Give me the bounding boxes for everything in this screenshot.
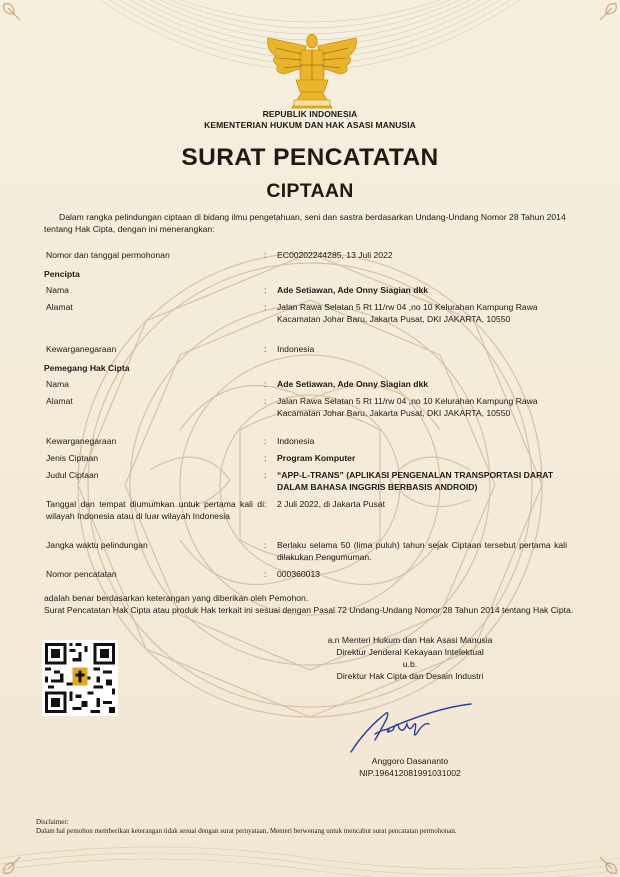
document-title: SURAT PENCATATAN [181, 144, 439, 171]
garuda-emblem-icon [262, 28, 362, 112]
announce-value: 2 Juli 2022, di Jakarta Pusat [277, 499, 385, 509]
document-subtitle: CIPTAAN [266, 180, 354, 202]
record-number-label: Nomor pencatatan [46, 569, 117, 579]
creator-address: Jalan Rawa Selatan 5 Rt 11/rw 04 ,no 10 Kelurahan Kampung Rawa Kacamatan Johar Baru, Jakarta Pusat, DKI JAKARTA, 10550 [277, 302, 538, 324]
disclaimer-text: Dalam hal pemohon memberikan keterangan tidak sesuai dengan surat pernyataan, Menteri berwenang untuk mencabut surat pencatatan permohonan. [36, 827, 457, 835]
work-title-label: Judul Ciptaan [46, 470, 99, 480]
colon: : [264, 540, 267, 550]
footer-legal-note: Surat Pencatatan Hak Cipta atau produk Hak terkait ini sesuai dengan Pasal 72 Undang-Undang Nomor 28 Tahun 2014 tentang Hak Cipta. [44, 605, 574, 615]
signatory-nip: NIP.196412081991031002 [359, 768, 461, 778]
header-ministry: KEMENTERIAN HUKUM DAN HAK ASASI MANUSIA [204, 120, 416, 130]
disclaimer-heading: Disclaimer: [36, 818, 69, 826]
holder-name: Ade Setiawan, Ade Onny Siagian dkk [277, 379, 429, 389]
creator-heading: Pencipta [44, 269, 80, 279]
holder-citizenship: Indonesia [277, 436, 315, 446]
work-title: “APP-L-TRANS” (APLIKASI PENGENALAN TRANSPORTASI DARAT DALAM BAHASA INGGRIS BERBASIS ANDROID) [277, 470, 554, 492]
corner-ornament-bottom-left [0, 849, 28, 877]
application-label: Nomor dan tanggal permohonan [46, 250, 170, 260]
colon: : [264, 453, 267, 463]
signatory-director: Direktur Hak Cipta dan Desain Industri [336, 671, 484, 681]
creator-address-label: Alamat [46, 302, 73, 312]
colon: : [264, 250, 267, 260]
corner-ornament-bottom-right [592, 849, 620, 877]
handwritten-signature [345, 700, 475, 756]
colon: : [264, 569, 267, 579]
holder-name-label: Nama [46, 379, 69, 389]
application-value: EC00202244285, 13 Juli 2022 [277, 250, 393, 260]
header-country: REPUBLIK INDONESIA [262, 109, 358, 119]
creator-name: Ade Setiawan, Ade Onny Siagian dkk [277, 285, 429, 295]
corner-ornament-top-right [592, 0, 620, 28]
announce-label: Tanggal dan tempat diumumkan untuk pertama kali di wilayah Indonesia atau di luar wilayah Indonesia [46, 499, 264, 521]
colon: : [264, 302, 267, 312]
period-value: Berlaku selama 50 (lima puluh) tahun sejak Ciptaan tersebut pertama kali dilakukan Pengumuman. [277, 540, 567, 562]
holder-heading: Pemegang Hak Cipta [44, 363, 130, 373]
intro-paragraph: Dalam rangka pelindungan ciptaan di bidang ilmu pengetahuan, seni dan sastra berdasarkan Undang-Undang Nomor 28 Tahun 2014 tentang Hak Cipta, dengan ini menerangkan: [44, 212, 566, 234]
colon: : [264, 436, 267, 446]
corner-ornament-top-left [0, 0, 28, 28]
colon: : [264, 285, 267, 295]
signatory-name: Anggoro Dasananto [371, 756, 449, 766]
signatory-on-behalf: a.n Menteri Hukum dan Hak Asasi Manusia [327, 635, 493, 645]
work-type: Program Komputer [277, 453, 356, 463]
record-number: 000360013 [277, 569, 321, 579]
period-label: Jangka waktu pelindungan [46, 540, 148, 550]
colon: : [264, 470, 267, 480]
signatory-dg: Direktur Jenderal Kekayaan Intelektual [336, 647, 484, 657]
colon: : [264, 344, 267, 354]
work-type-label: Jenis Ciptaan [46, 453, 99, 463]
signatory-ub: u.b. [402, 659, 418, 669]
creator-citizenship: Indonesia [277, 344, 315, 354]
holder-address: Jalan Rawa Selatan 5 Rt 11/rw 04 ,no 10 Kelurahan Kampung Rawa Kacamatan Johar Baru, Jakarta Pusat, DKI JAKARTA, 10550 [277, 396, 538, 418]
footer-statement: adalah benar berdasarkan keterangan yang diberikan oleh Pemohon. [44, 593, 309, 603]
creator-citizenship-label: Kewarganegaraan [46, 344, 117, 354]
colon: : [264, 396, 267, 406]
colon: : [264, 379, 267, 389]
holder-citizenship-label: Kewarganegaraan [46, 436, 117, 446]
holder-address-label: Alamat [46, 396, 73, 406]
qr-code-icon[interactable] [42, 640, 118, 716]
creator-name-label: Nama [46, 285, 69, 295]
colon: : [264, 499, 267, 509]
